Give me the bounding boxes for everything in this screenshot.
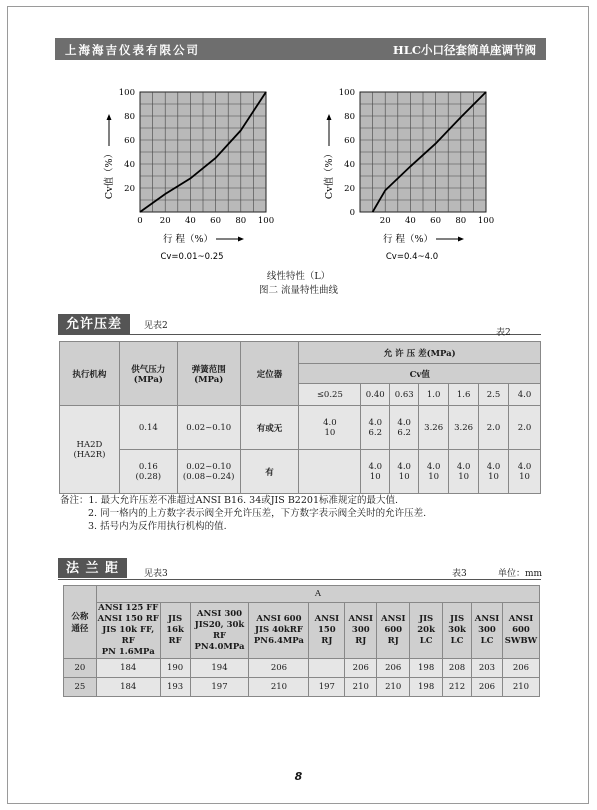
supply-cell-1: 0.14	[119, 406, 177, 450]
x-axis-arrowhead	[238, 237, 244, 242]
y-tick-label: 80	[124, 112, 135, 122]
chart-2-svg	[315, 80, 515, 265]
section-title-flange: 法 兰 距	[58, 558, 127, 578]
pressure-value-cell: 4.0 10	[419, 450, 449, 494]
cv-header-cell: ≤0.25	[299, 384, 361, 406]
flange-standard-header: ANSI 600 SWBW	[502, 603, 539, 659]
th-cv: Cv值	[299, 364, 541, 384]
flange-cell: 206	[249, 659, 309, 678]
section-rule-2	[58, 579, 541, 580]
th-positioner: 定位器	[240, 342, 299, 406]
y-tick-label: 40	[124, 160, 135, 170]
flange-cell: 197	[190, 678, 249, 697]
page-number: 8	[294, 770, 303, 783]
flange-standard-header: ANSI 300 JIS20, 30k RF PN4.0MPa	[190, 603, 249, 659]
note-2: 2. 同一格内的上方数字表示阀全开允许压差，下方数字表示阀全关时的允许压差.	[88, 508, 427, 519]
y-tick-label: 100	[118, 88, 135, 98]
pressure-value-cell: 4.0 10	[449, 450, 479, 494]
flow-chart-1	[95, 80, 295, 265]
section-ref-1: 见表2	[144, 321, 168, 331]
x-axis-label: 行 程（%）	[382, 234, 434, 245]
cv-header-cell: 2.5	[479, 384, 509, 406]
flange-cell: 197	[309, 678, 345, 697]
y-tick-label: 0	[349, 208, 355, 218]
pressure-value-cell: 4.0 10	[361, 450, 390, 494]
flange-row	[64, 678, 540, 697]
x-tick-label: 20	[159, 216, 171, 226]
section-title-pressure: 允许压差	[58, 314, 130, 334]
pressure-value-cell: 3.26	[419, 406, 449, 450]
flange-cell: 206	[345, 659, 377, 678]
flange-cell: 210	[377, 678, 410, 697]
y-tick-label: 40	[344, 160, 355, 170]
spring-cell-1: 0.02~0.10	[177, 406, 240, 450]
cv-header-cell: 0.63	[390, 384, 419, 406]
flange-cell: 208	[443, 659, 472, 678]
unit-label: 单位：mm	[498, 569, 543, 579]
x-tick-label: 80	[455, 216, 467, 226]
x-tick-label: 40	[404, 216, 416, 226]
flange-table	[63, 585, 540, 697]
chart-caption: Cv=0.4~4.0	[385, 252, 439, 262]
x-tick-label: 100	[477, 216, 495, 226]
th-a: A	[96, 586, 539, 603]
y-axis-label: Cv值（%）	[324, 148, 335, 200]
table-label-3: 表3	[452, 569, 467, 579]
flange-cell: 190	[160, 659, 190, 678]
y-axis-label: Cv值（%）	[104, 148, 115, 200]
figure-title: 图二 流量特性曲线	[258, 285, 339, 296]
flange-cell: 203	[472, 659, 503, 678]
flange-cell: 210	[249, 678, 309, 697]
flange-cell: 20	[64, 659, 97, 678]
y-axis-arrowhead	[107, 114, 112, 120]
table-label-2: 表2	[496, 328, 511, 338]
flange-cell: 194	[190, 659, 249, 678]
flange-cell: 198	[410, 659, 443, 678]
flange-standard-header: JIS 20k LC	[410, 603, 443, 659]
company-name: 上海海吉仪表有限公司	[65, 43, 200, 57]
notes	[60, 494, 426, 533]
flange-cell: 184	[96, 678, 160, 697]
chart-caption: Cv=0.01~0.25	[160, 252, 224, 262]
flange-standard-header: JIS 16k RF	[160, 603, 190, 659]
flange-cell: 25	[64, 678, 97, 697]
cv-header-cell: 1.6	[449, 384, 479, 406]
pressure-value-cell: 2.0	[509, 406, 541, 450]
pressure-value-cell: 4.0 6.2	[390, 406, 419, 450]
flange-standard-header: ANSI 150 RJ	[309, 603, 345, 659]
x-tick-label: 20	[379, 216, 391, 226]
figure-subtitle: 线性特性（L）	[266, 271, 331, 282]
positioner-cell-2: 有	[240, 450, 299, 494]
flange-standard-header: JIS 30k LC	[443, 603, 472, 659]
note-1: 备注：1. 最大允许压差不准超过ANSI B16. 34或JIS B2201标准规定的最大值.	[60, 495, 399, 506]
x-tick-label: 80	[235, 216, 247, 226]
y-tick-label: 20	[124, 184, 135, 194]
pressure-value-cell	[299, 450, 361, 494]
spring-cell-2: 0.02~0.10 (0.08~0.24)	[177, 450, 240, 494]
cv-header-cell: 0.40	[361, 384, 390, 406]
chart-1-svg	[95, 80, 295, 265]
positioner-cell-1: 有或无	[240, 406, 299, 450]
y-tick-label: 60	[124, 136, 135, 146]
x-tick-label: 40	[184, 216, 196, 226]
pressure-table	[59, 341, 541, 494]
pressure-value-cell: 4.0 10	[479, 450, 509, 494]
x-tick-label: 0	[137, 216, 143, 226]
supply-cell-2: 0.16 (0.28)	[119, 450, 177, 494]
flange-cell	[309, 659, 345, 678]
actuator-cell: HA2D (HA2R)	[60, 406, 120, 494]
flow-chart-2	[315, 80, 515, 265]
pressure-value-cell: 4.0 10	[390, 450, 419, 494]
flange-cell: 212	[443, 678, 472, 697]
cv-header-cell: 4.0	[509, 384, 541, 406]
pressure-value-cell: 3.26	[449, 406, 479, 450]
flange-cell: 206	[472, 678, 503, 697]
flange-row	[64, 659, 540, 678]
pressure-value-cell: 4.0 6.2	[361, 406, 390, 450]
flange-standard-header: ANSI 300 RJ	[345, 603, 377, 659]
flange-cell: 193	[160, 678, 190, 697]
y-tick-label: 80	[344, 112, 355, 122]
section-ref-2: 见表3	[144, 569, 168, 579]
th-supply: 供气压力 (MPa)	[119, 342, 177, 406]
x-axis-arrowhead	[458, 237, 464, 242]
pressure-value-cell: 2.0	[479, 406, 509, 450]
flange-cell: 206	[502, 659, 539, 678]
th-spring: 弹簧范围 (MPa)	[177, 342, 240, 406]
x-axis-label: 行 程（%）	[162, 234, 214, 245]
pressure-value-cell: 4.0 10	[299, 406, 361, 450]
flange-standard-header: ANSI 600 JIS 40kRF PN6.4MPa	[249, 603, 309, 659]
flange-cell: 206	[377, 659, 410, 678]
y-tick-label: 20	[344, 184, 355, 194]
pressure-value-cell: 4.0 10	[509, 450, 541, 494]
product-name: HLC小口径套筒单座调节阀	[392, 43, 536, 57]
flange-standard-header: ANSI 300 LC	[472, 603, 503, 659]
note-3: 3. 括号内为反作用执行机构的值.	[88, 521, 227, 532]
cv-header-cell: 1.0	[419, 384, 449, 406]
section-rule-1	[58, 334, 541, 335]
th-actuator: 执行机构	[60, 342, 120, 406]
flange-cell: 210	[502, 678, 539, 697]
page-header	[55, 38, 546, 60]
th-dn: 公称 通径	[64, 586, 97, 659]
flange-cell: 210	[345, 678, 377, 697]
y-tick-label: 100	[338, 88, 355, 98]
flange-cell: 198	[410, 678, 443, 697]
x-tick-label: 100	[257, 216, 275, 226]
flange-standard-header: ANSI 125 FF ANSI 150 RF JIS 10k FF, RF PN 1.6MPa	[97, 603, 159, 657]
flange-cell: 184	[96, 659, 160, 678]
x-tick-label: 60	[430, 216, 442, 226]
th-allow: 允 许 压 差(MPa)	[299, 342, 541, 364]
y-tick-label: 60	[344, 136, 355, 146]
flange-standard-header: ANSI 600 RJ	[377, 603, 410, 659]
y-axis-arrowhead	[327, 114, 332, 120]
x-tick-label: 60	[210, 216, 222, 226]
